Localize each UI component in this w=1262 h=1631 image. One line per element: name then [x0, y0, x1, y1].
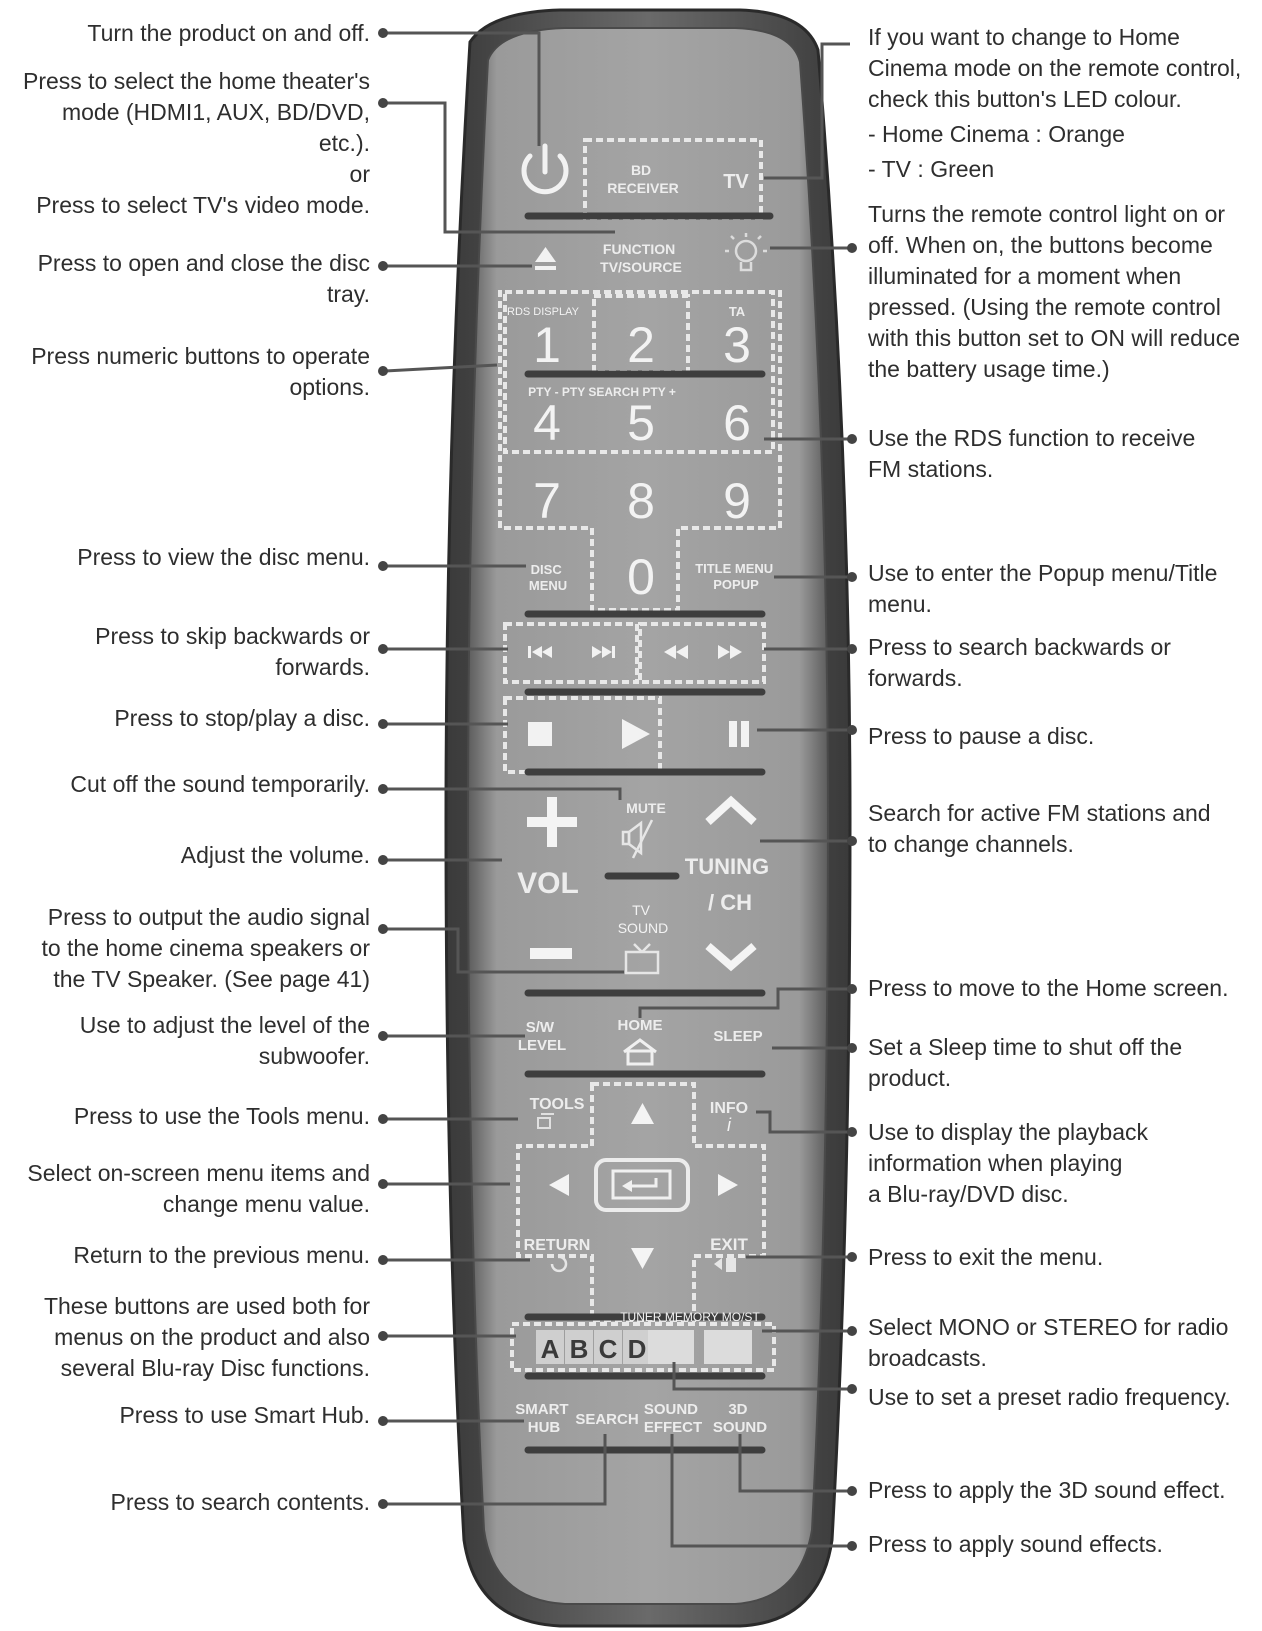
digit-1-button[interactable]: 1 — [533, 317, 561, 373]
annotation-smart-hub: Press to use Smart Hub. — [119, 1402, 370, 1428]
annotation-mode: Press to select the home theater's mode (HDMI1, AUX, BD/DVD, etc.). or Press to select TV's video mode. — [22, 68, 370, 218]
sw-level-label[interactable]: S/W LEVEL — [517, 1019, 567, 1054]
disc-menu-label[interactable]: DISC MENU — [528, 562, 568, 593]
digit-3-button[interactable]: 3 — [723, 317, 751, 373]
annotation-skip: Press to skip backwards or forwards. — [95, 623, 370, 680]
annotation-numeric: Press numeric buttons to operate options. — [31, 343, 370, 400]
annotation-navigation: Select on-screen menu items and change menu value. — [27, 1160, 370, 1217]
annotation-tools: Press to use the Tools menu. — [73, 1103, 370, 1129]
annotation-3d-sound: Press to apply the 3D sound effect. — [868, 1477, 1226, 1503]
tv-mode-label[interactable]: TV — [723, 171, 749, 193]
digit-4-button[interactable]: 4 — [533, 395, 561, 451]
annotation-mode-led: If you want to change to Home Cinema mode on the remote control, check this button's LED colour. - Home Cinema : Orange - TV : Green — [868, 24, 1242, 182]
digit-5-button[interactable]: 5 — [627, 395, 655, 451]
annotation-info: Use to display the playback information when playing a Blu-ray/DVD disc. — [868, 1119, 1148, 1207]
mute-label: MUTE — [626, 800, 666, 816]
ta-label: TA — [728, 304, 746, 319]
annotation-pause: Press to pause a disc. — [868, 723, 1095, 749]
annotation-sound-effect: Press to apply sound effects. — [868, 1531, 1163, 1557]
color-letter-c: C — [598, 1334, 618, 1364]
smart-hub-label[interactable]: SMART HUB — [515, 1401, 569, 1436]
bd-receiver-label[interactable]: BD RECEIVER — [607, 162, 679, 196]
function-label[interactable]: FUNCTION TV/SOURCE — [600, 241, 682, 275]
mono-stereo-button[interactable] — [704, 1330, 752, 1364]
annotation-home: Press to move to the Home screen. — [868, 975, 1229, 1001]
annotation-exit: Press to exit the menu. — [868, 1244, 1104, 1270]
digit-6-button[interactable]: 6 — [723, 395, 751, 451]
vol-label: VOL — [517, 867, 579, 900]
tuner-row-label: TUNER MEMORY MO/ST — [620, 1310, 760, 1324]
annotation-rds: Use the RDS function to receive FM stations. — [868, 425, 1196, 482]
home-label[interactable]: HOME — [617, 1017, 663, 1034]
digit-2-button[interactable]: 2 — [627, 317, 655, 373]
annotation-power: Turn the product on and off. — [87, 20, 370, 46]
annotation-eject: Press to open and close the disc tray. — [37, 250, 370, 307]
info-label[interactable]: INFO — [709, 1100, 749, 1117]
exit-label[interactable]: EXIT — [710, 1235, 748, 1254]
digit-8-button[interactable]: 8 — [627, 473, 655, 529]
title-menu-label[interactable]: TITLE MENU POPUP — [695, 561, 774, 592]
3d-sound-label[interactable]: 3D SOUND — [712, 1401, 768, 1436]
tools-label[interactable]: TOOLS — [529, 1096, 585, 1113]
color-letter-b: B — [569, 1334, 589, 1364]
search-label[interactable]: SEARCH — [575, 1411, 639, 1428]
annotation-tuning: Search for active FM stations and to change channels. — [868, 800, 1211, 857]
volume-down-icon[interactable] — [530, 948, 572, 959]
color-letter-a: A — [540, 1334, 560, 1364]
annotation-mono-st: Select MONO or STEREO for radio broadcasts. — [868, 1314, 1229, 1371]
annotation-tv-sound: Press to output the audio signal to the home cinema speakers or the TV Speaker. (See page 41) — [41, 904, 370, 992]
annotation-disc-menu: Press to view the disc menu. — [77, 544, 370, 570]
annotation-stop-play: Press to stop/play a disc. — [114, 705, 370, 731]
digit-7-button[interactable]: 7 — [533, 473, 561, 529]
annotation-mute: Cut off the sound temporarily. — [70, 771, 370, 797]
pty-label: PTY - PTY SEARCH PTY + — [528, 385, 676, 399]
annotation-search-fwd: Press to search backwards or forwards. — [868, 634, 1171, 691]
sleep-label[interactable]: SLEEP — [713, 1028, 763, 1045]
info-icon[interactable]: i — [727, 1115, 731, 1135]
digit-9-button[interactable]: 9 — [723, 473, 751, 529]
stop-icon[interactable] — [528, 722, 552, 746]
sound-effect-label[interactable]: SOUND EFFECT — [643, 1401, 703, 1436]
annotation-volume: Adjust the volume. — [180, 842, 370, 868]
annotation-search: Press to search contents. — [110, 1489, 370, 1515]
annotation-return: Return to the previous menu. — [73, 1242, 370, 1268]
tuner-memory-button[interactable] — [648, 1330, 694, 1364]
annotation-sw-level: Use to adjust the level of the subwoofer. — [79, 1012, 370, 1069]
annotation-color-buttons: These buttons are used both for menus on the product and also several Blu-ray Disc functions. — [43, 1293, 370, 1381]
digit-0-button[interactable]: 0 — [627, 549, 655, 605]
tuning-label: TUNING / CH — [684, 854, 770, 915]
annotation-light: Turns the remote control light on or off. When on, the buttons become illuminated for a moment when pressed. (Using the remote control with this button set to ON will reduce the battery usage time.) — [868, 201, 1240, 382]
tv-sound-label[interactable]: TV SOUND — [617, 902, 669, 936]
annotation-sleep: Set a Sleep time to shut off the product. — [868, 1034, 1183, 1091]
rds-display-label: RDS DISPLAY — [507, 306, 579, 318]
annotation-tuner-memory: Use to set a preset radio frequency. — [868, 1384, 1231, 1410]
color-letter-d: D — [627, 1334, 647, 1364]
return-label[interactable]: RETURN — [523, 1237, 591, 1254]
annotation-popup: Use to enter the Popup menu/Title menu. — [868, 560, 1218, 617]
